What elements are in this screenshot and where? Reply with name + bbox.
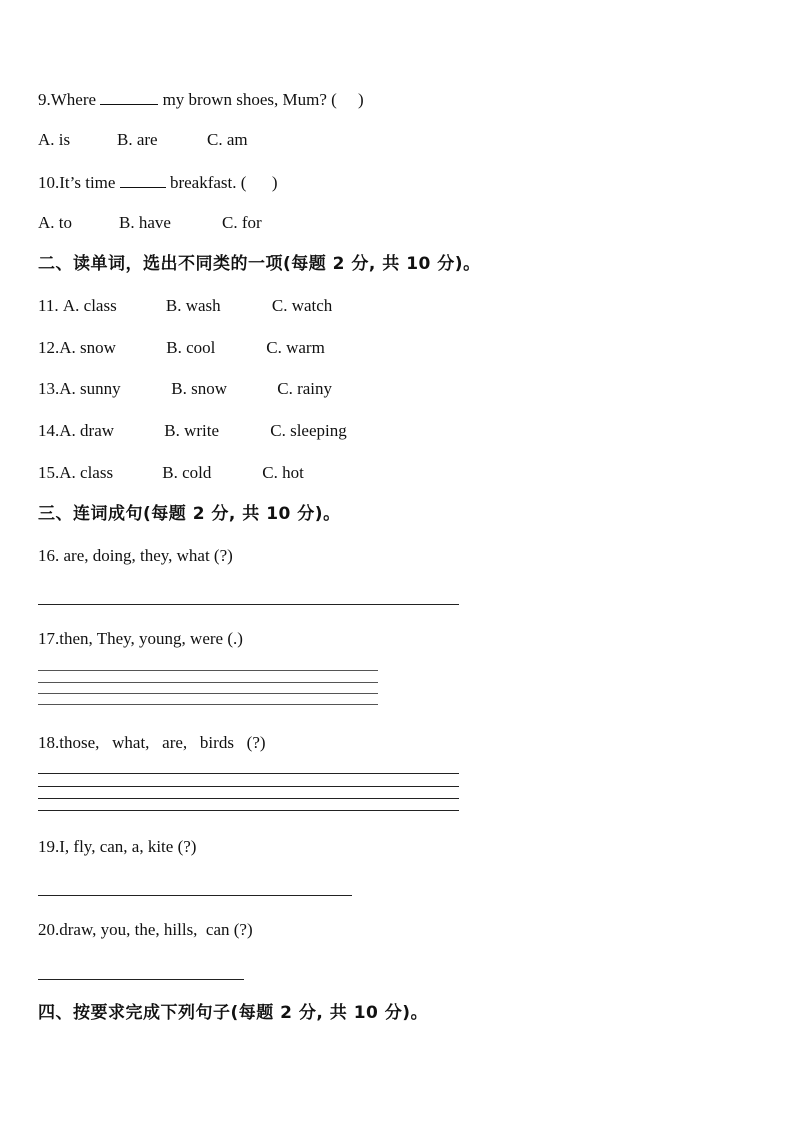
question-12 <box>38 338 325 358</box>
question-number: 12. <box>38 338 60 357</box>
option-c[interactable]: C. for <box>222 213 262 232</box>
option-c[interactable]: C. sleeping <box>270 421 347 440</box>
option-a[interactable]: A. is <box>38 130 71 149</box>
option-a[interactable]: A. class <box>59 463 114 482</box>
section-2-heading: 二、读单词，选出不同类的一项(每题 2 分, 共 10 分)。 <box>38 254 481 274</box>
option-b[interactable]: B. are <box>117 130 158 149</box>
answer-line[interactable] <box>38 786 459 787</box>
question-number: 15. <box>38 463 60 482</box>
question-number: 17. <box>38 629 60 648</box>
question-15 <box>38 463 304 483</box>
question-words: then, They, young, were (.) <box>59 629 243 648</box>
answer-line[interactable] <box>38 810 459 811</box>
answer-line[interactable] <box>38 604 459 605</box>
question-number: 11. <box>38 296 59 315</box>
question-number: 16. <box>38 546 60 565</box>
question-words: are, doing, they, what (?) <box>59 546 233 565</box>
question-text-pre: It’s time <box>59 173 116 192</box>
question-18 <box>38 733 266 753</box>
answer-line[interactable] <box>38 895 352 896</box>
option-c[interactable]: C. watch <box>271 296 333 315</box>
question-text-post: my brown shoes, Mum? ( ) <box>162 90 364 109</box>
option-a[interactable]: A. snow <box>59 338 116 357</box>
question-number: 13. <box>38 379 60 398</box>
question-number: 20. <box>38 920 60 939</box>
question-20 <box>38 920 253 940</box>
answer-line[interactable] <box>38 979 244 980</box>
option-b[interactable]: B. cool <box>166 338 216 357</box>
question-number: 14. <box>38 421 60 440</box>
answer-line[interactable] <box>38 670 378 671</box>
answer-line[interactable] <box>38 773 459 774</box>
question-number: 9. <box>38 90 51 109</box>
question-13 <box>38 379 332 399</box>
options-9 <box>38 130 248 150</box>
option-b[interactable]: B. write <box>164 421 220 440</box>
question-16 <box>38 546 233 566</box>
question-words: I, fly, can, a, kite (?) <box>59 837 197 856</box>
answer-line[interactable] <box>38 682 378 683</box>
option-b[interactable]: B. have <box>119 213 171 232</box>
question-words: draw, you, the, hills, can (?) <box>59 920 253 939</box>
question-11 <box>38 296 332 316</box>
option-b[interactable]: B. wash <box>165 296 221 315</box>
question-text-pre: Where <box>50 90 97 109</box>
answer-blank[interactable] <box>100 88 158 105</box>
option-b[interactable]: B. snow <box>171 379 227 398</box>
question-number: 19. <box>38 837 60 856</box>
question-number: 18. <box>38 733 60 752</box>
question-17 <box>38 629 243 649</box>
section-3-heading: 三、连词成句(每题 2 分, 共 10 分)。 <box>38 504 341 524</box>
option-a[interactable]: A. sunny <box>59 379 121 398</box>
section-4-heading: 四、按要求完成下列句子(每题 2 分, 共 10 分)。 <box>38 1003 429 1023</box>
question-words: those, what, are, birds (?) <box>59 733 266 752</box>
option-a[interactable]: A. to <box>38 213 72 232</box>
question-text-post: breakfast. ( ) <box>169 173 278 192</box>
answer-blank[interactable] <box>120 171 166 188</box>
answer-line[interactable] <box>38 798 459 799</box>
question-9 <box>38 88 364 110</box>
question-19 <box>38 837 196 857</box>
option-c[interactable]: C. hot <box>262 463 304 482</box>
option-c[interactable]: C. am <box>207 130 248 149</box>
option-b[interactable]: B. cold <box>162 463 212 482</box>
question-10 <box>38 171 278 193</box>
answer-line[interactable] <box>38 704 378 705</box>
option-c[interactable]: C. warm <box>266 338 325 357</box>
answer-line[interactable] <box>38 693 378 694</box>
question-14 <box>38 421 347 441</box>
options-10 <box>38 213 262 233</box>
question-number: 10. <box>38 173 60 192</box>
option-a[interactable]: A. class <box>62 296 117 315</box>
option-a[interactable]: A. draw <box>59 421 115 440</box>
option-c[interactable]: C. rainy <box>277 379 333 398</box>
